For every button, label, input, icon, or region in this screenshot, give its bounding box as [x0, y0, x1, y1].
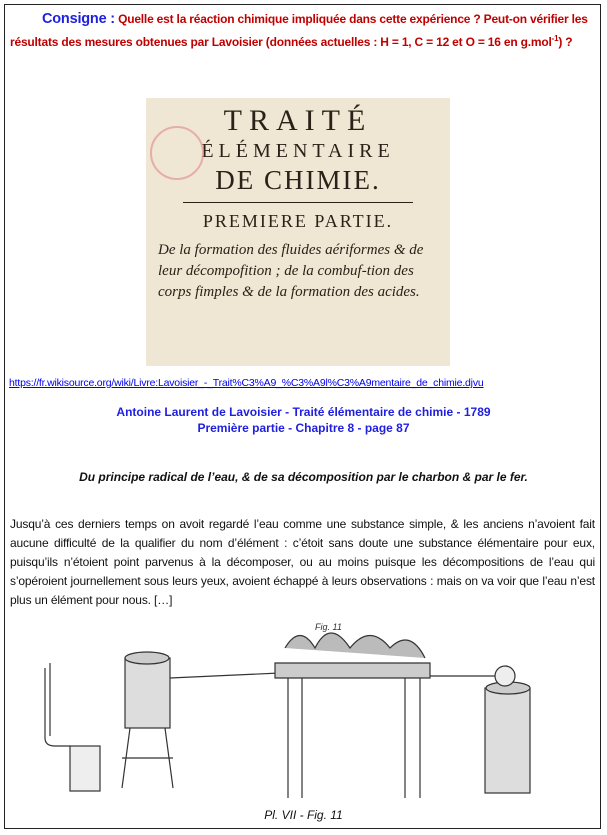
cover-description: De la formation des fluides aériformes & de leur décompofition ; de la combuf-tion des corps fimples & de la formation des acides.: [158, 242, 424, 300]
credit-line-2: Première partie - Chapitre 8 - page 87: [197, 421, 410, 435]
tube-middle: [170, 673, 280, 678]
consigne: [10, 9, 595, 52]
quote-paragraph: Jusqu’à ces derniers temps on avoit regardé l’eau comme une substance simple, & les anciens n’avoient fait aucune difficulté de la qualifier du nom d’élément : c’étoit sans doute une substance élémentaire pour eux, puisqu’ils n’étoient point parvenus à la décomposer, ou au moins puisque les décompositions de l’eau qui s’opéroient journellement sous leurs yeux, avoient échappé à leurs observations : mais on va voir que l’eau n’est plus un élément pour nous. […]: [10, 517, 595, 607]
figure-caption: Pl. VII - Fig. 11: [264, 808, 343, 822]
section-heading: Du principe radical de l’eau, & de sa décomposition par le charbon & par le fer.: [79, 470, 528, 484]
consigne-text: Quelle est la réaction chimique impliquée dans cette expérience ? Peut-on vérifier les résultats des mesures obtenues par Lavoisier (données actuelles : H = 1, C = 12 et O = 16 en g.mol: [10, 12, 588, 49]
credit-line-1: Antoine Laurent de Lavoisier - Traité élémentaire de chimie - 1789: [116, 405, 491, 419]
apparatus-figure: [30, 618, 570, 808]
source-link[interactable]: https://fr.wikisource.org/wiki/Livre:Lavoisier_-_Trait%C3%A9_%C3%A9l%C3%A9mentaire_de_chimie.djvu: [9, 377, 484, 389]
consigne-sup: -1: [551, 34, 559, 43]
figure-label: Fig. 11: [315, 622, 342, 632]
tube-left: [45, 668, 70, 746]
library-stamp: [150, 126, 204, 180]
cover-title-2: ÉLÉMENTAIRE: [201, 140, 395, 162]
flames: [285, 633, 425, 658]
cover-title-3: DE CHIMIE.: [215, 165, 381, 195]
retort: [495, 666, 515, 686]
consigne-label: Consigne :: [42, 11, 115, 27]
book-cover-image: [146, 98, 450, 366]
furnace-legs: [288, 678, 420, 798]
cover-subtitle: PREMIERE PARTIE.: [202, 211, 394, 231]
consigne-end: ) ?: [558, 35, 573, 49]
cylinder-vessel: [125, 658, 170, 728]
cover-title-1: TRAITÉ: [223, 104, 373, 137]
collecting-jar: [70, 746, 100, 791]
stool: [122, 728, 173, 788]
right-vessel: [485, 688, 530, 793]
furnace-top: [275, 663, 430, 678]
cover-rule: [183, 202, 413, 203]
